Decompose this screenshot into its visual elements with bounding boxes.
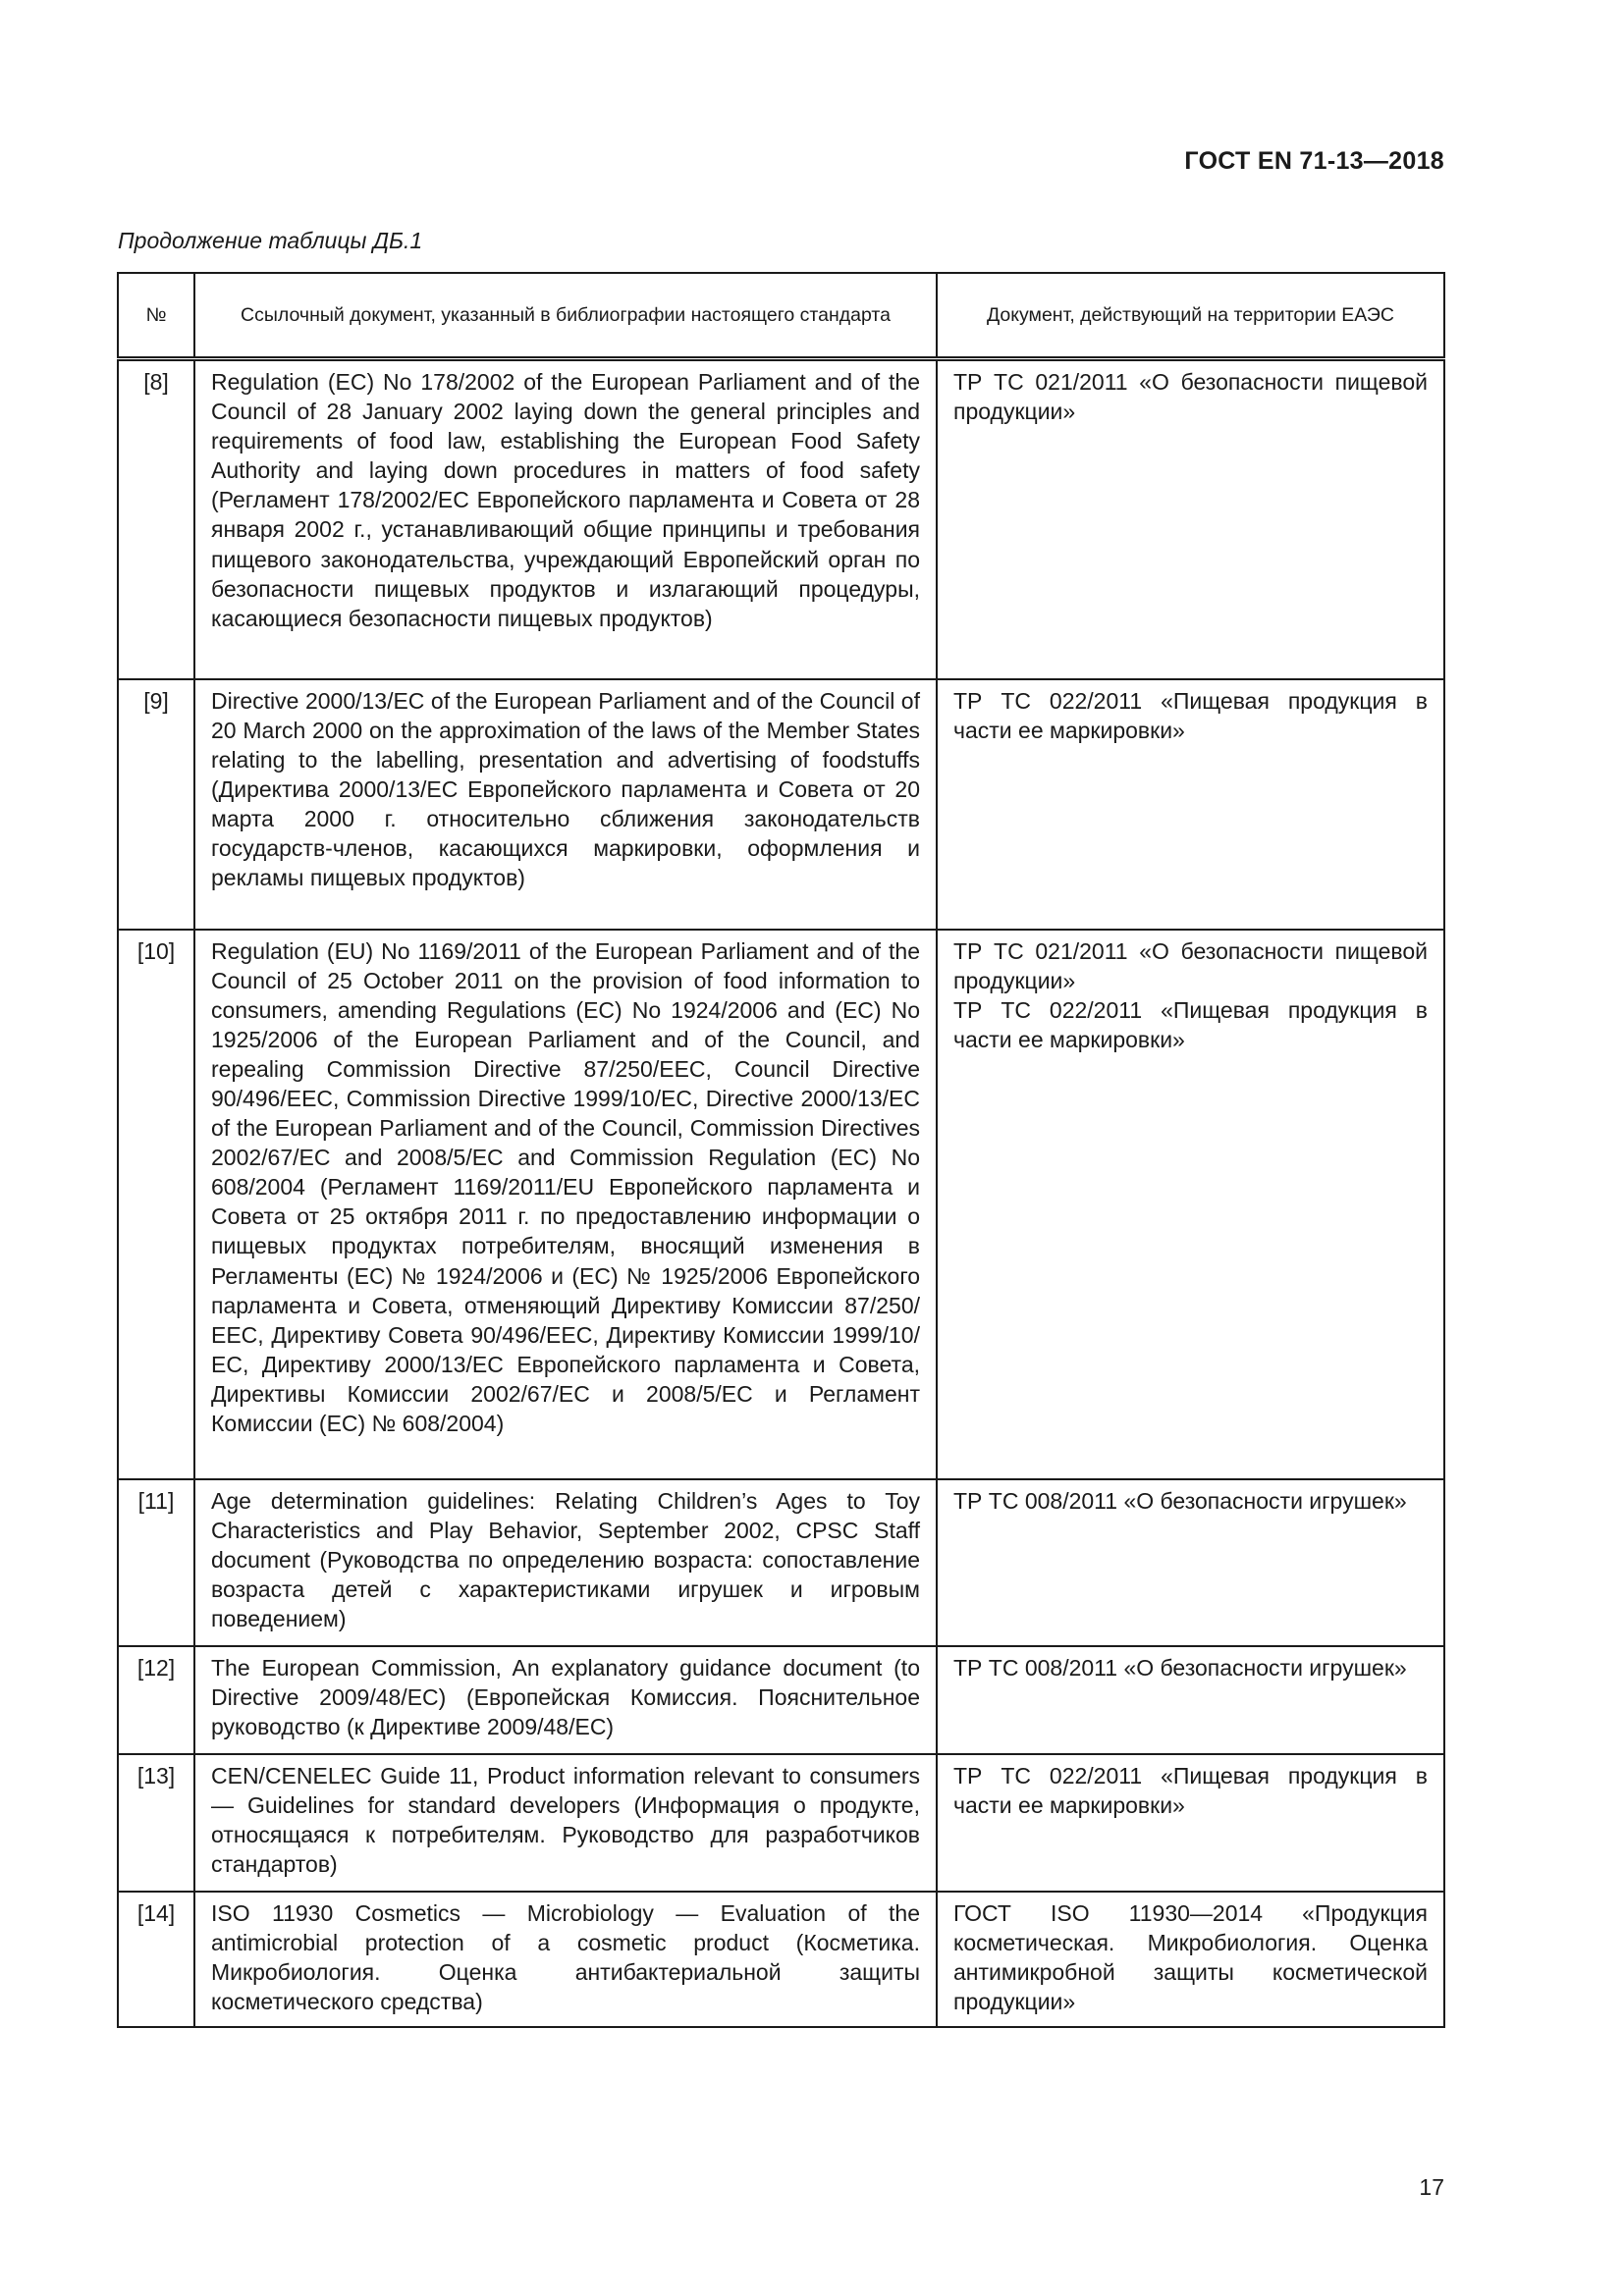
eaes-document xyxy=(937,1479,1444,1646)
eaes-document-line: ГОСТ ISO 11930—2014 «Продукция косметическая. Микробиология. Оценка антимикробной защиты косметической продукции» xyxy=(953,1899,1428,2014)
column-header-eaes: Документ, действующий на территории ЕАЭС xyxy=(937,273,1444,359)
table-row xyxy=(118,1892,1444,2027)
reference-document: Regulation (EC) No 178/2002 of the European Parliament and of the Council of 28 January 2002 laying down the general principles and requirements of food law, establishing the European Food Safety Authority and laying down procedures in matters of food safety (Регламент 178/2002/ЕС Европейского парламента и Совета от 28 января 2002 г., устанавливающий общие принципы и требования пищевого законодательства, учреждающий Европейский орган по безопасности пищевых продуктов и излагающий процедуры, касающиеся безопасности пищевых продуктов) xyxy=(194,359,937,679)
eaes-document-line: ТР ТС 008/2011 «О безопасности игрушек» xyxy=(953,1487,1407,1514)
column-header-number: № xyxy=(118,273,194,359)
eaes-document xyxy=(937,1754,1444,1892)
eaes-document-line: ТР ТС 008/2011 «О безопасности игрушек» xyxy=(953,1654,1407,1681)
reference-document: Regulation (EU) No 1169/2011 of the European Parliament and of the Council of 25 October 2011 on the provision of food information to consumers, amending Regulations (EC) No 1924/2006 and (EC) No 1925/2006 of the European Parliament and of the Council, and repealing Commission Directive 87/250/EEC, Council Directive 90/496/EEC, Commission Directive 1999/10/EC, Directive 2000/13/EC of the European Parliament and of the Council, Commission Directives 2002/67/EC and 2008/5/EC and Commission Regulation (EC) No 608/2004 (Регламент 1169/2011/EU Европейского парламента и Совета от 25 октября 2011 г. по предоставлению информации о пищевых продуктах потребителям, вносящий изменения в Регламенты (ЕС) № 1924/2006 и (ЕС) № 1925/2006 Европейского парламента и Совета, отменяющий Директиву Комиссии 87/250/ЕЕС, Директиву Совета 90/496/ЕЕС, Директиву Комиссии 1999/10/ЕС, Директиву 2000/13/ЕС Европейского парламента и Совета, Директивы Комиссии 2002/67/ЕС и 2008/5/ЕС и Регламент Комиссии (ЕС) № 608/2004) xyxy=(194,930,937,1479)
table-row xyxy=(118,1646,1444,1754)
eaes-document-line: ТР ТС 021/2011 «О безопасности пищевой продукции» xyxy=(953,937,1428,993)
eaes-document xyxy=(937,1646,1444,1754)
row-number: [9] xyxy=(118,679,194,930)
table-row xyxy=(118,1754,1444,1892)
column-header-reference: Ссылочный документ, указанный в библиографии настоящего стандарта xyxy=(194,273,937,359)
row-number: [14] xyxy=(118,1892,194,2027)
row-number: [12] xyxy=(118,1646,194,1754)
eaes-document xyxy=(937,1892,1444,2027)
row-number: [8] xyxy=(118,359,194,679)
table-row xyxy=(118,1479,1444,1646)
eaes-document-line: ТР ТС 021/2011 «О безопасности пищевой продукции» xyxy=(953,369,1428,425)
page-number: 17 xyxy=(1419,2174,1444,2200)
eaes-document xyxy=(937,679,1444,930)
row-number: [10] xyxy=(118,930,194,1479)
eaes-document-line: ТР ТС 022/2011 «Пищевая продукция в части ее маркировки» xyxy=(953,687,1428,743)
table-row xyxy=(118,930,1444,1479)
eaes-document-line: ТР ТС 022/2011 «Пищевая продукция в части ее маркировки» xyxy=(953,1762,1428,1818)
row-number: [13] xyxy=(118,1754,194,1892)
reference-document: Age determination guidelines: Relating Children’s Ages to Toy Characteristics and Play Behavior, September 2002, CPSC Staff document (Руководства по определению возраста: сопоставление возраста детей с характеристиками игрушек и игровым поведением) xyxy=(194,1479,937,1646)
table-header-row xyxy=(118,273,1444,359)
reference-document: CEN/CENELEC Guide 11, Product information relevant to consumers — Guidelines for standard developers (Информация о продукте, относящаяся к потребителям. Руководство для разработчиков стандартов) xyxy=(194,1754,937,1892)
row-number: [11] xyxy=(118,1479,194,1646)
eaes-document xyxy=(937,359,1444,679)
reference-document: ISO 11930 Cosmetics — Microbiology — Evaluation of the antimicrobial protection of a cosmetic product (Косметика. Микробиология. Оценка антибактериальной защиты косметического средства) xyxy=(194,1892,937,2027)
document-code: ГОСТ EN 71-13—2018 xyxy=(1184,147,1444,175)
table-caption: Продолжение таблицы ДБ.1 xyxy=(118,228,423,253)
reference-document: The European Commission, An explanatory guidance document (to Directive 2009/48/EC) (Европейская Комиссия. Пояснительное руководство (к Директиве 2009/48/ЕС) xyxy=(194,1646,937,1754)
bibliography-table xyxy=(117,272,1445,2028)
table-row xyxy=(118,359,1444,679)
eaes-document-line: ТР ТС 022/2011 «Пищевая продукция в части ее маркировки» xyxy=(953,996,1428,1052)
eaes-document xyxy=(937,930,1444,1479)
reference-document: Directive 2000/13/EC of the European Parliament and of the Council of 20 March 2000 on the approximation of the laws of the Member States relating to the labelling, presentation and advertising of foodstuffs (Директива 2000/13/ЕС Европейского парламента и Совета от 20 марта 2000 г. относительно сближения законодательств государств-членов, касающихся маркировки, оформления и рекламы пищевых продуктов) xyxy=(194,679,937,930)
table-row xyxy=(118,679,1444,930)
